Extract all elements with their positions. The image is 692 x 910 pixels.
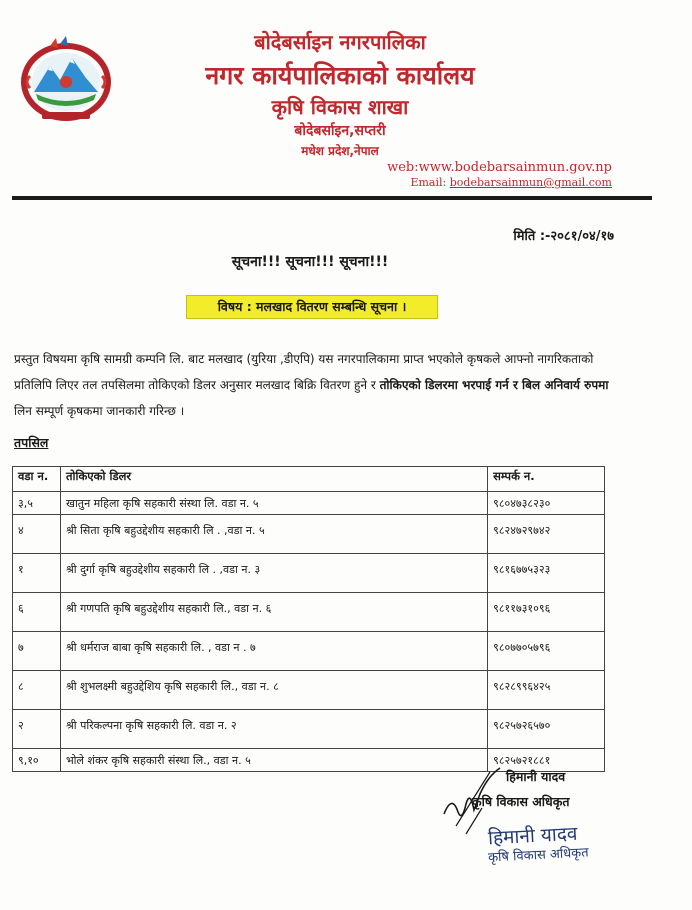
phone-cell: ९८२८९९६४२५: [488, 671, 605, 710]
header-dealer: तोकिएको डिलर: [60, 467, 487, 492]
dealer-cell: श्री गणपति कृषि बहुउद्देशीय सहकारी लि., वडा न. ६: [60, 593, 487, 632]
ward-cell: ८: [13, 671, 61, 710]
phone-cell: ९८२५७२६५७०: [488, 710, 605, 749]
phone-cell: ९८११७३१०९६: [488, 593, 605, 632]
branch-name: कृषि विकास शाखा: [271, 95, 409, 119]
signatory-title: कृषि विकास अधिकृत: [472, 794, 570, 809]
ward-cell: ६: [13, 593, 61, 632]
body-bold-text: तोकिएको डिलरमा भरपाई गर्न र बिल अनिवार्य रुपमा: [379, 378, 609, 392]
dealer-cell: भोले शंकर कृषि सहकारी संस्था लि., वडा न. ५: [60, 749, 487, 772]
table-row: [13, 632, 605, 671]
email-label: Email:: [410, 176, 447, 189]
ward-cell: २: [13, 710, 61, 749]
tapsil-label: तपसिल: [14, 435, 49, 450]
subject-line: विषय : मलखाद वितरण सम्बन्धि सूचना ।: [186, 295, 438, 319]
nepal-emblem-logo: [20, 36, 112, 122]
phone-cell: ९८०४७३८२३०: [488, 492, 605, 515]
table-row: [13, 593, 605, 632]
ward-cell: ९,१०: [13, 749, 61, 772]
dealer-cell: श्री परिकल्पना कृषि सहकारी लि. वडा न. २: [60, 710, 487, 749]
dealer-cell: श्री शुभलक्ष्मी बहुउद्देशिय कृषि सहकारी लि., वडा न. ८: [60, 671, 487, 710]
table-row: [13, 492, 605, 515]
table-row: [13, 671, 605, 710]
office-address: बोदेबर्साइन,सप्तरी: [294, 123, 386, 139]
body-tail-text: लिन सम्पूर्ण कृषकमा जानकारी गरिन्छ ।: [14, 404, 185, 418]
body-text: प्रस्तुत विषयमा कृषि सामग्री कम्पनि लि. बाट मलखाद (युरिया ,डीएपि) यस नगरपालिकामा प्राप्त भएकोले कृषकले आफ्नो नागरिकताको प्रतिलिपि लिएर तल तपसिलमा तोकिएको डिलर अनुसार मलखाद बिक्रि वितरण हुने र: [14, 352, 594, 392]
dealer-cell: श्री दुर्गा कृषि बहुउद्देशीय सहकारी लि . ,वडा न. ३: [60, 554, 487, 593]
phone-cell: ९८०७७०५७९६: [488, 632, 605, 671]
office-name: नगर कार्यपालिकाको कार्यालय: [205, 61, 475, 90]
table-row: [13, 710, 605, 749]
notice-heading: सूचना!!! सूचना!!! सूचना!!!: [231, 254, 389, 270]
phone-cell: ९८२४७२९७४२: [488, 515, 605, 554]
body-paragraph: [14, 346, 624, 424]
dealer-cell: श्री सिता कृषि बहुउद्देशीय सहकारी लि . ,वडा न. ५: [60, 515, 487, 554]
email-link[interactable]: bodebarsainmun@gmail.com: [449, 176, 612, 189]
ward-cell: १: [13, 554, 61, 593]
website-link[interactable]: web:www.bodebarsainmun.gov.np: [387, 160, 612, 175]
dealer-cell: खातुन महिला कृषि सहकारी संस्था लि. वडा न. ५: [60, 492, 487, 515]
ward-cell: ७: [13, 632, 61, 671]
email-line: [410, 176, 612, 189]
letter-date: मिति :-२०८१/०४/१७: [513, 229, 614, 244]
province-name: मधेश प्रदेश,नेपाल: [301, 144, 379, 158]
header-phone: सम्पर्क न.: [488, 467, 605, 492]
municipality-name: बोदेबर्साइन नगरपालिका: [254, 30, 426, 54]
stamp-name: हिमानी यादव: [487, 822, 578, 850]
dealer-cell: श्री धर्मराज बाबा कृषि सहकारी लि. , वडा न . ७: [60, 632, 487, 671]
phone-cell: ९८१६७७५३२३: [488, 554, 605, 593]
stamp-title: कृषि विकास अधिकृत: [487, 845, 589, 866]
signatory-name: हिमानी यादव: [506, 769, 566, 784]
phone-cell: ९८२५७२१८८१: [488, 749, 605, 772]
header-divider: [12, 196, 652, 200]
table-row: [13, 515, 605, 554]
table-header-row: [13, 467, 605, 492]
ward-cell: ३,५: [13, 492, 61, 515]
header-ward: वडा न.: [13, 467, 61, 492]
table-row: [13, 554, 605, 593]
dealer-table: [12, 466, 605, 772]
ward-cell: ४: [13, 515, 61, 554]
